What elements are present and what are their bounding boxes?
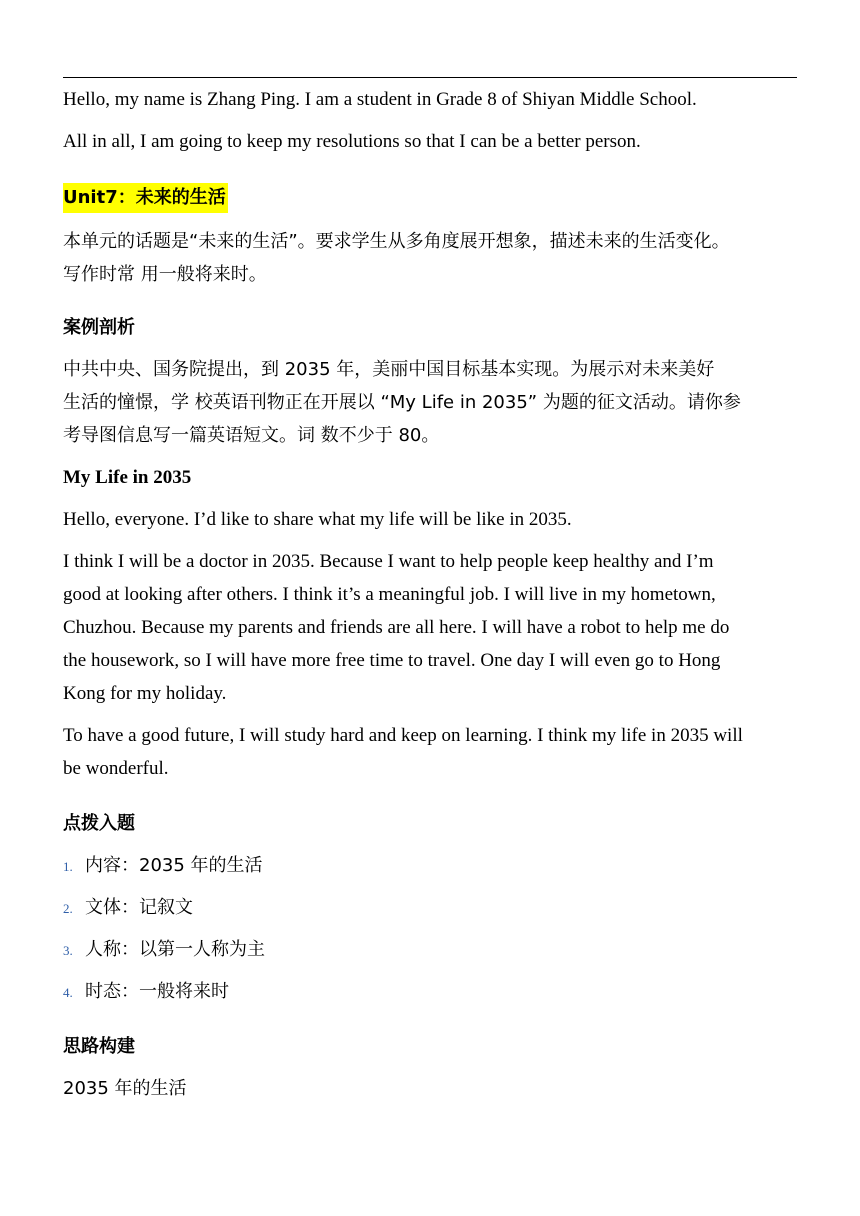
list-item-text: 时态：一般将来时 <box>85 981 229 1002</box>
essay-p2-line-2: good at looking after others. I think it’s a meaningful job. I will live in my hometown, <box>63 584 716 605</box>
unit-intro-line-2: 写作时常 用一般将来时。 <box>63 264 267 285</box>
list-number: 1. <box>63 859 73 874</box>
essay-p2-line-1: I think I will be a doctor in 2035. Because I want to help people keep healthy and I’m <box>63 551 714 572</box>
tips-list-item <box>63 975 797 1009</box>
case-line-3: 考导图信息写一篇英语短文。词 数不少于 80。 <box>63 425 440 446</box>
case-line-1: 中共中央、国务院提出，到 2035 年，美丽中国目标基本实现。为展示对未来美好 <box>63 359 715 380</box>
header-rule <box>63 77 797 78</box>
intro-line-1: Hello, my name is Zhang Ping. I am a student in Grade 8 of Shiyan Middle School. <box>63 89 697 110</box>
essay-paragraph-1: Hello, everyone. I’d like to share what my life will be like in 2035. <box>63 509 572 530</box>
essay-p2-line-3: Chuzhou. Because my parents and friends are all here. I will have a robot to help me do <box>63 617 730 638</box>
tips-list-item <box>63 891 797 925</box>
essay-p3-line-2: be wonderful. <box>63 758 169 779</box>
unit-title-highlight: Unit7：未来的生活 <box>63 183 228 213</box>
case-heading: 案例剖析 <box>63 317 135 338</box>
essay-title: My Life in 2035 <box>63 467 192 488</box>
tips-heading: 点拨入题 <box>63 813 135 834</box>
essay-p3-line-1: To have a good future, I will study hard and keep on learning. I think my life in 2035 will <box>63 725 743 746</box>
list-number: 2. <box>63 901 73 916</box>
unit-title <box>63 181 797 214</box>
unit-intro-line-1: 本单元的话题是“未来的生活”。要求学生从多角度展开想象，描述未来的生活变化。 <box>63 231 730 252</box>
list-number: 3. <box>63 943 73 958</box>
structure-line-1: 2035 年的生活 <box>63 1078 187 1099</box>
list-number: 4. <box>63 985 73 1000</box>
list-item-text: 文体：记叙文 <box>85 897 193 918</box>
essay-p2-line-4: the housework, so I will have more free time to travel. One day I will even go to Hong <box>63 650 721 671</box>
essay-p2-line-5: Kong for my holiday. <box>63 683 227 704</box>
list-item-text: 内容：2035 年的生活 <box>85 855 263 876</box>
tips-list-item <box>63 933 797 967</box>
tips-list-item <box>63 849 797 883</box>
case-line-2: 生活的憧憬，学 校英语刊物正在开展以 “My Life in 2035” 为题的征文活动。请你参 <box>63 392 741 413</box>
intro-line-2: All in all, I am going to keep my resolutions so that I can be a better person. <box>63 131 641 152</box>
structure-heading: 思路构建 <box>63 1036 135 1057</box>
list-item-text: 人称：以第一人称为主 <box>85 939 265 960</box>
